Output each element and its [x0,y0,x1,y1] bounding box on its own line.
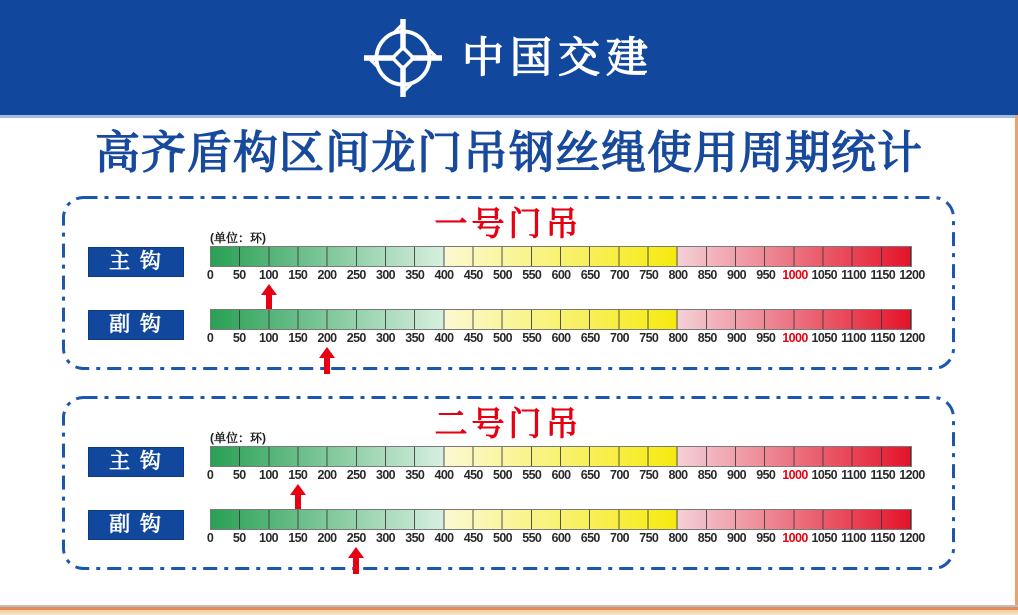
tick-label: 200 [317,268,337,282]
tick-label: 250 [346,331,366,345]
tick-label: 650 [580,468,600,482]
tick-label: 950 [756,468,776,482]
tick-label: 850 [697,268,717,282]
panel-crane-2 [62,396,955,570]
gauge-bar [210,246,912,267]
hook-label-box: 主 钩 [88,247,184,277]
tick-label: 900 [726,468,747,482]
tick-label: 800 [668,531,688,545]
scale-row-aux-hook [62,309,955,373]
tick-label: 1050 [811,268,837,282]
tick-label: 0 [206,468,214,482]
tick-label: 1000 [782,468,808,482]
gauge-gridlines [211,510,911,529]
pointer-arrow-icon [260,284,278,311]
page-title: 高齐盾构区间龙门吊钢丝绳使用周期统计 [94,127,923,178]
tick-label: 600 [551,531,571,545]
gauge-track [206,246,925,310]
tick-label: 400 [434,531,454,545]
pointer-arrow-icon [347,547,365,574]
tick-label: 1200 [899,331,925,345]
tick-label: 150 [288,268,308,282]
tick-label: 300 [375,531,396,545]
tick-label: 450 [463,268,483,282]
tick-label: 850 [697,531,717,545]
gauge-gridlines [211,310,911,329]
gauge-tick-labels [206,330,925,345]
panel-title: 一号门吊 [434,205,583,242]
gauge-bar [210,446,912,467]
gauge-bar [210,309,912,330]
tick-label: 100 [258,468,279,482]
tick-label: 600 [551,331,571,345]
tick-label: 500 [492,268,513,282]
tick-label: 450 [463,331,483,345]
gauge-gridlines [211,447,911,466]
tick-label: 1050 [811,531,837,545]
tick-label: 350 [405,331,425,345]
gauge-track [206,309,925,373]
tick-label: 350 [405,531,425,545]
tick-label: 900 [726,268,747,282]
tick-label: 800 [668,268,688,282]
tick-label: 250 [346,531,366,545]
tick-label: 50 [232,331,246,345]
panel-crane-1 [62,196,955,370]
tick-label: 750 [639,268,659,282]
tick-label: 1050 [811,331,837,345]
tick-label: 1200 [899,468,925,482]
tick-label: 450 [463,531,483,545]
tick-label: 950 [756,531,776,545]
tick-label: 1100 [841,331,866,345]
tick-label: 750 [639,531,659,545]
tick-label: 500 [492,531,513,545]
tick-label: 50 [232,468,246,482]
tick-label: 1150 [870,468,896,482]
tick-label: 350 [405,468,425,482]
tick-label: 0 [206,268,214,282]
tick-label: 250 [346,268,366,282]
tick-label: 1200 [899,268,925,282]
tick-label: 500 [492,331,513,345]
hook-label-box: 副 钩 [88,310,184,340]
pointer-arrow-icon [318,347,336,374]
tick-label: 550 [522,268,542,282]
tick-label: 1000 [782,531,808,545]
tick-label: 500 [492,468,513,482]
tick-label: 1150 [870,331,896,345]
scale-row-aux-hook [62,509,955,573]
unit-label: (单位：环) [210,431,266,445]
tick-label: 1150 [870,268,896,282]
tick-label: 1050 [811,468,837,482]
panel-title: 二号门吊 [434,405,583,442]
tick-label: 150 [288,331,308,345]
tick-label: 100 [258,268,279,282]
tick-label: 550 [522,331,542,345]
tick-label: 300 [375,268,396,282]
tick-label: 900 [726,331,747,345]
tick-label: 300 [375,331,396,345]
tick-label: 400 [434,268,454,282]
tick-label: 1100 [841,531,866,545]
tick-label: 650 [580,531,600,545]
tick-label: 400 [434,468,454,482]
tick-label: 700 [609,331,630,345]
pointer-arrow-icon [289,484,307,511]
tick-label: 650 [580,268,600,282]
tick-label: 250 [346,468,366,482]
tick-label: 300 [375,468,396,482]
hook-label-box: 副 钩 [88,510,184,540]
unit-label: (单位：环) [210,231,266,245]
gauge-track [206,509,925,573]
hook-label-box: 主 钩 [88,447,184,477]
tick-label: 950 [756,268,776,282]
tick-label: 550 [522,531,542,545]
tick-label: 850 [697,468,717,482]
tick-label: 150 [288,468,308,482]
tick-label: 150 [288,531,308,545]
tick-label: 1000 [782,331,808,345]
tick-label: 750 [639,468,659,482]
header-banner [0,0,1018,118]
tick-label: 700 [609,468,630,482]
tick-label: 950 [756,331,776,345]
tick-label: 100 [258,531,279,545]
tick-label: 0 [206,331,214,345]
gauge-track [206,446,925,510]
tick-label: 800 [668,468,688,482]
gauge-gridlines [211,247,911,266]
gauge-bar [210,509,912,530]
photo-edge-bottom [0,605,1018,615]
tick-label: 750 [639,331,659,345]
tick-label: 200 [317,468,337,482]
tick-label: 1100 [841,268,866,282]
tick-label: 600 [551,268,571,282]
tick-label: 1200 [899,531,925,545]
tick-label: 450 [463,468,483,482]
tick-label: 1150 [870,531,896,545]
tick-label: 50 [232,531,246,545]
tick-label: 350 [405,268,425,282]
scale-row-main-hook [62,246,955,310]
tick-label: 1100 [841,468,866,482]
gauge-tick-labels [206,467,925,482]
gauge-tick-labels [206,530,925,545]
tick-label: 200 [317,331,337,345]
cccc-compass-logo-icon [364,19,442,97]
tick-label: 850 [697,331,717,345]
gauge-tick-labels [206,267,925,282]
tick-label: 550 [522,468,542,482]
tick-label: 0 [206,531,214,545]
tick-label: 100 [258,331,279,345]
tick-label: 600 [551,468,571,482]
tick-label: 900 [726,531,747,545]
tick-label: 800 [668,331,688,345]
tick-label: 400 [434,331,454,345]
brand-text: 中国交建 [461,33,654,81]
tick-label: 50 [232,268,246,282]
tick-label: 200 [317,531,337,545]
tick-label: 700 [609,268,630,282]
tick-label: 700 [609,531,630,545]
scale-row-main-hook [62,446,955,510]
tick-label: 650 [580,331,600,345]
tick-label: 1000 [782,268,808,282]
